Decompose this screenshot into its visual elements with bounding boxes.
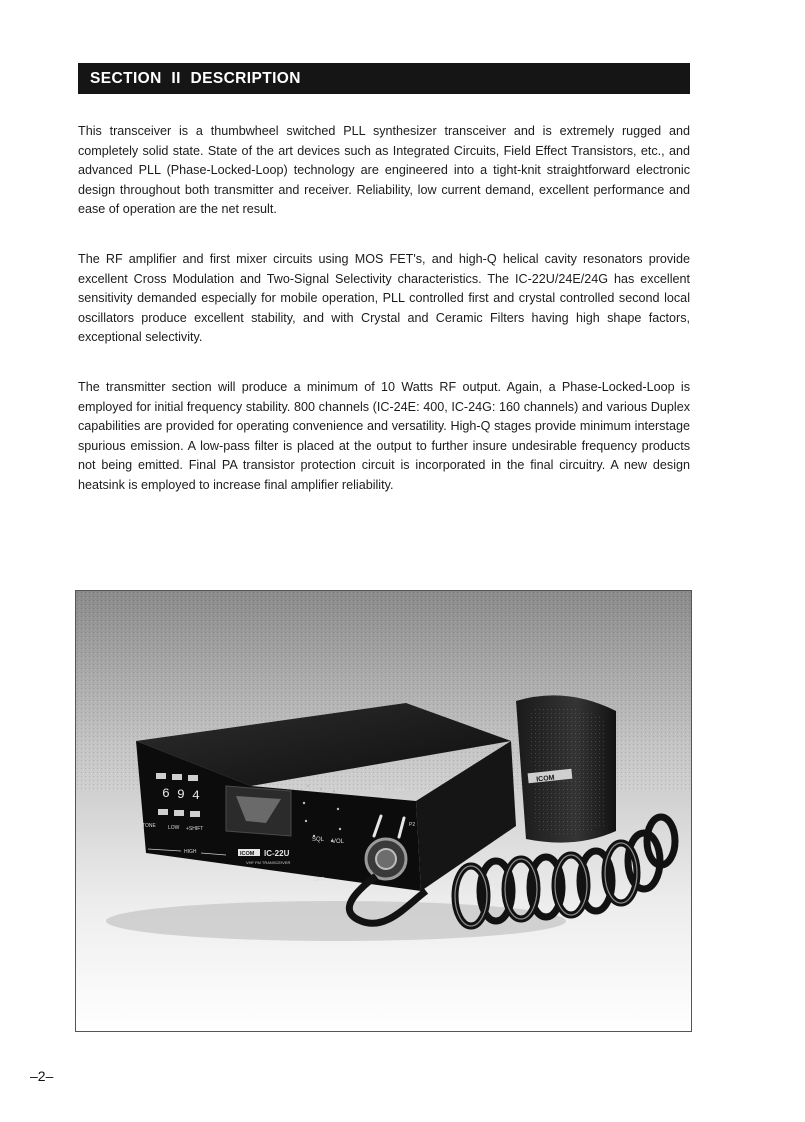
label-p2: P2 bbox=[409, 822, 416, 828]
label-shift: +SHIFT bbox=[186, 826, 204, 832]
model-subtitle: VHF FM TRANSCEIVER bbox=[246, 860, 291, 865]
mic-brand-logo: ICOM bbox=[535, 774, 555, 784]
page-number: –2– bbox=[30, 1068, 54, 1084]
label-high: HIGH bbox=[184, 849, 197, 855]
display-digit-2: 9 bbox=[177, 787, 185, 802]
label-tone: TONE bbox=[142, 823, 156, 829]
label-plus500: +500 bbox=[372, 785, 384, 791]
paragraph-transmitter: The transmitter section will produce a minimum of 10 Watts RF output. Again, a Phase-Locked-Loop is employed for initial frequency stability. 800 channels (IC-24E: 400, IC-24G: 160 channels) and various Duplex capabilities are provided for operating convenience and versatility. High-Q stages provide minimum interstage spurious emission. A low-pass filter is placed at the output to further insure undesirable frequency products not being emitted. Final PA transistor protection circuit is incorporated in the final circuitry. A new design heatsink is employed to increase final amplifier reliability. bbox=[78, 380, 690, 492]
transceiver-photo bbox=[75, 590, 692, 1032]
label-dup: DUP bbox=[394, 787, 405, 793]
brand-logo: ICOM bbox=[240, 851, 255, 857]
label-low: LOW bbox=[168, 825, 180, 831]
paragraph-overview: This transceiver is a thumbwheel switched PLL synthesizer transceiver and is extremely rugged and completely solid state. State of the art devices such as Integrated Circuits, Field Effect Transistors, etc., and advanced PLL (Phase-Locked-Loop) technology are engineered into a tight-knit straightforward electronic design throughout both transmitter and receiver. Reliability, low current demand, excellent performance and ease of operation are the net result. bbox=[78, 124, 690, 216]
display-digit-1: 6 bbox=[162, 786, 170, 801]
display-digit-3: 4 bbox=[192, 788, 200, 803]
model-name: IC-22U bbox=[264, 849, 290, 858]
label-squelch: SQL bbox=[312, 837, 325, 843]
paragraph-receiver: The RF amplifier and first mixer circuits using MOS FET's, and high-Q helical cavity resonators provide excellent Cross Modulation and Two-Signal Selectivity characteristics. The IC-22U/24E/24G has excellent sensitivity demanded especially for mobile operation, PLL controlled first and crystal controlled second local oscillators produce excellent stability, and with Crystal and Ceramic Filters having high shape factors, exceptional selectivity. bbox=[78, 252, 690, 344]
label-volume: VOL bbox=[332, 839, 345, 845]
section-title: SECTION II DESCRIPTION bbox=[90, 69, 301, 87]
label-off: OFF bbox=[314, 877, 324, 883]
section-heading bbox=[78, 63, 690, 94]
